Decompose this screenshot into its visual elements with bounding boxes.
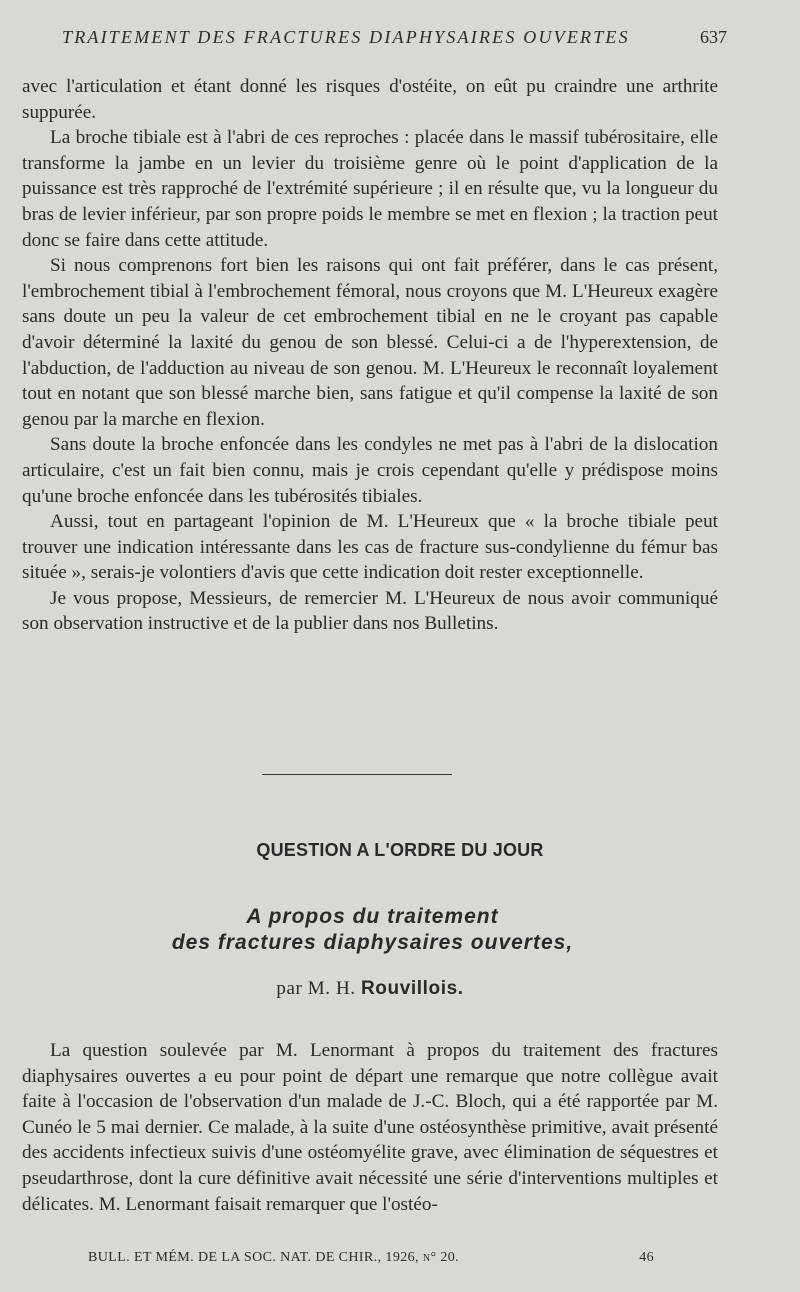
article-title xyxy=(0,904,745,956)
paragraph: Sans doute la broche enfoncée dans les condyles ne met pas à l'abri de la dislocation articulaire, c'est un fait bien connu, mais je crois cependant qu'elle y prédispose moins qu'une broche enfoncée dans les tubérosités tibiales. xyxy=(22,434,718,507)
running-header-title: TRAITEMENT DES FRACTURES DIAPHYSAIRES OUVERTES xyxy=(62,27,630,47)
footer-reference: BULL. ET MÉM. DE LA SOC. NAT. DE CHIR., 1926, n° 20. xyxy=(88,1250,460,1265)
section-divider xyxy=(262,774,452,775)
body-text-bottom xyxy=(22,1038,718,1217)
article-title-line: des fractures diaphysaires ouvertes, xyxy=(171,931,574,954)
byline-author: Rouvillois. xyxy=(360,978,464,999)
article-title-line: A propos du traitement xyxy=(246,905,499,928)
paragraph: Je vous propose, Messieurs, de remercier M. L'Heureux de nous avoir communiqué son observation instructive et de la publier dans nos Bulletins. xyxy=(22,587,718,635)
byline-prefix: par M. H. xyxy=(276,978,356,999)
paragraph: Aussi, tout en partageant l'opinion de M. L'Heureux que « la broche tibiale peut trouver une indication intéressante dans les cas de fracture sus-condylienne du fémur bas située », serais-je volontiers d'avis que cette indication doit rester exceptionnelle. xyxy=(22,511,718,584)
footer-sheet-number: 46 xyxy=(639,1250,654,1265)
byline xyxy=(0,978,740,1000)
running-header xyxy=(62,27,727,48)
body-text-top xyxy=(22,74,718,637)
section-heading: QUESTION A L'ORDRE DU JOUR xyxy=(256,840,544,860)
paragraph: Si nous comprenons fort bien les raisons qui ont fait préférer, dans le cas présent, l'embrochement tibial à l'embrochement fémoral, nous croyons que M. L'Heureux exagère sans doute un peu la valeur de cet embrochement tibial en ne le croyant pas capable d'avoir déterminé la laxité du genou de son blessé. Celui-ci a de l'hyperextension, de l'abduction, de l'adduction au niveau de son genou. M. L'Heureux le reconnaît loyalement tout en notant que son blessé marche bien, sans fatigue et qu'il compense la laxité de son genou par la marche en flexion. xyxy=(22,255,718,430)
paragraph-continuation: avec l'articulation et étant donné les risques d'ostéite, on eût pu craindre une arthrite suppurée. xyxy=(22,76,718,123)
paragraph: La broche tibiale est à l'abri de ces reproches : placée dans le massif tubérositaire, elle transforme la jambe en un levier du troisième genre où le point d'application de la puissance est très rapproché de l'extrémité supérieure ; il en résulte que, vu la longueur du bras de levier inférieur, par son propre poids le membre se met en flexion ; la traction peut donc se faire dans cette attitude. xyxy=(22,127,718,251)
page-number: 637 xyxy=(700,27,727,47)
paragraph: La question soulevée par M. Lenormant à propos du traitement des fractures diaphysaires ouvertes a eu pour point de départ une remarque que notre collègue avait faite à l'occasion de l'observation d'un malade de J.-C. Bloch, qui a été rapportée par M. Cunéo le 5 mai dernier. Ce malade, à la suite d'une ostéosynthèse primitive, avait présenté des accidents infectieux suivis d'une ostéomyélite grave, avec élimination de séquestres et pseudarthrose, dont la cure définitive avait nécessité une série d'interventions multiples et délicates. M. Lenormant faisait remarquer que l'ostéo- xyxy=(22,1040,718,1215)
page-footer xyxy=(88,1250,654,1266)
